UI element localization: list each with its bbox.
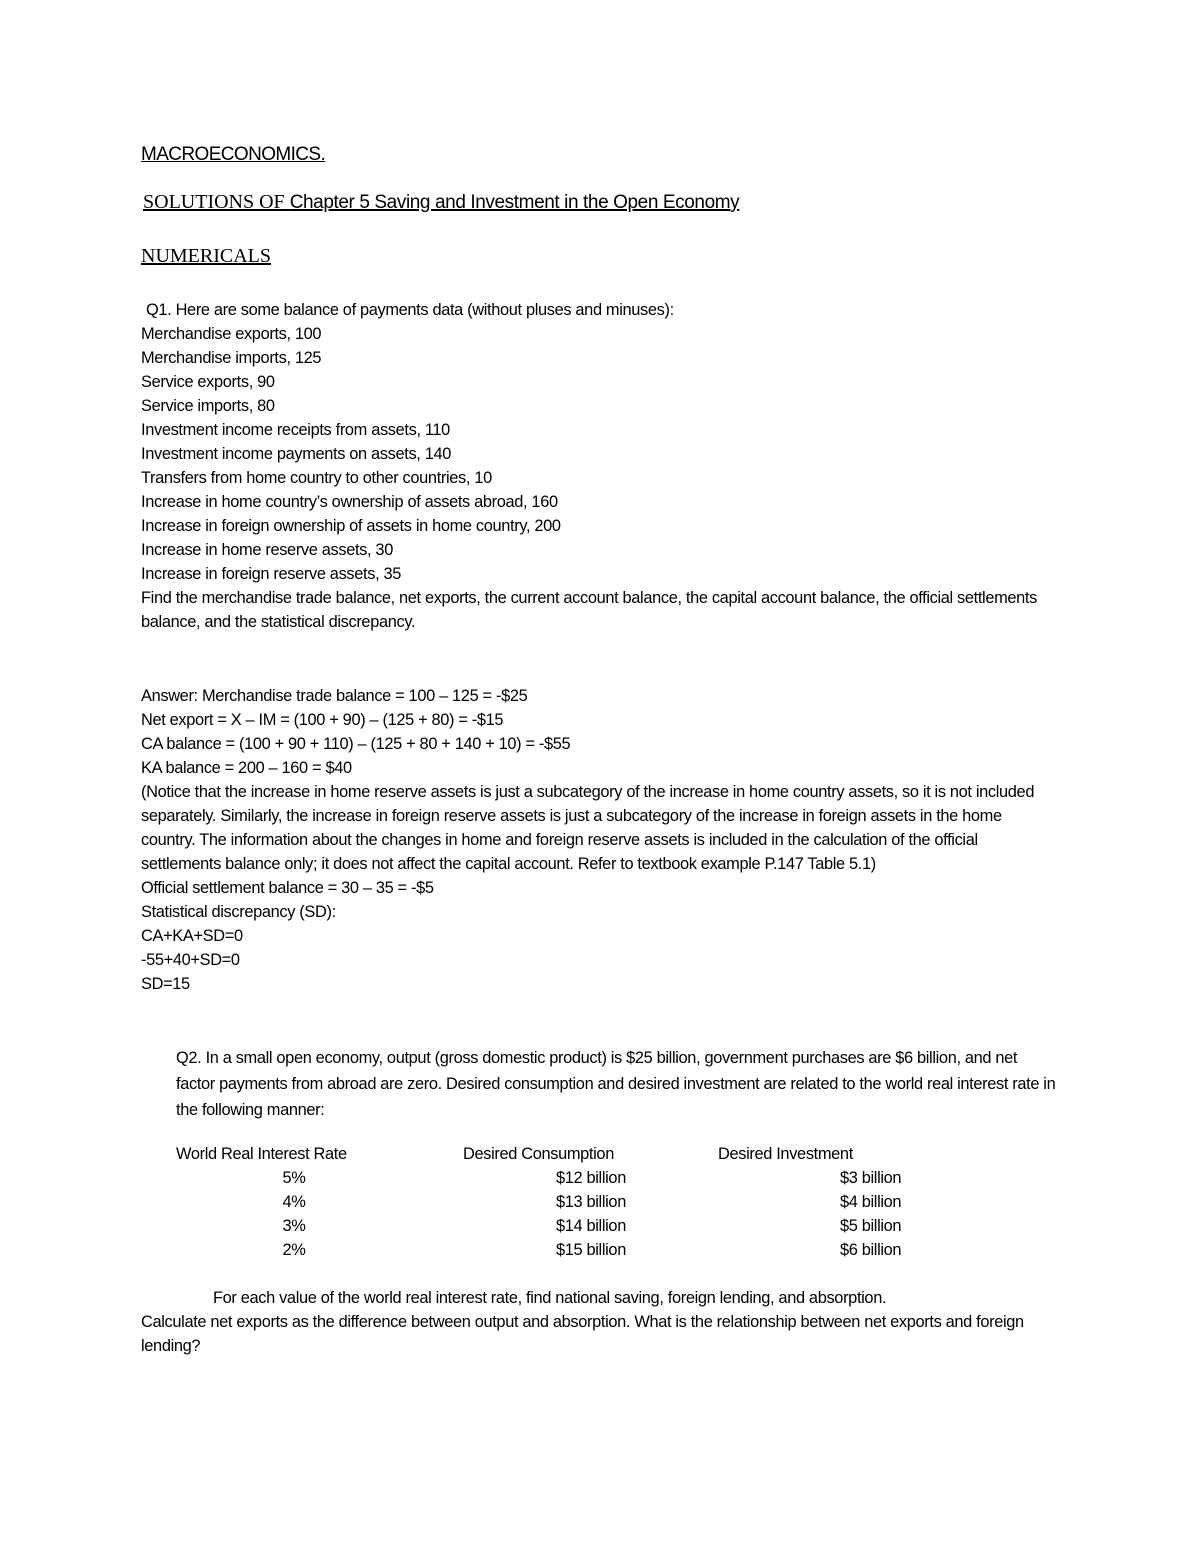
- table-cell: $3 billion: [840, 1169, 902, 1187]
- answer-line: Net export = X – IM = (100 + 90) – (125 + 80) = -$15: [141, 711, 504, 729]
- interest-rate-table: [176, 1142, 936, 1262]
- answer-line: CA balance = (100 + 90 + 110) – (125 + 80 + 140 + 10) = -$55: [141, 735, 571, 753]
- data-item: Transfers from home country to other countries, 10: [141, 469, 492, 487]
- data-item: Increase in home reserve assets, 30: [141, 541, 393, 559]
- answer-line: Statistical discrepancy (SD):: [141, 903, 336, 921]
- table-row: [176, 1166, 936, 1190]
- data-item: Investment income receipts from assets, 110: [141, 421, 450, 439]
- answer-line: Answer: Merchandise trade balance = 100 – 125 = -$25: [141, 687, 528, 705]
- column-header: Desired Investment: [718, 1145, 853, 1163]
- table-cell: 3%: [282, 1217, 306, 1235]
- data-item: Investment income payments on assets, 140: [141, 445, 451, 463]
- data-item: Increase in foreign reserve assets, 35: [141, 565, 402, 583]
- question-1-intro: Q1. Here are some balance of payments data (without pluses and minuses):: [146, 301, 674, 319]
- table-cell: $12 billion: [556, 1169, 626, 1187]
- table-cell: $15 billion: [556, 1241, 626, 1259]
- table-row: [176, 1238, 936, 1262]
- table-cell: 5%: [282, 1169, 306, 1187]
- chapter-subtitle: [143, 191, 739, 214]
- data-item: Increase in home country’s ownership of assets abroad, 160: [141, 493, 558, 511]
- table-cell: $5 billion: [840, 1217, 902, 1235]
- question-2-followup: [141, 1286, 1051, 1358]
- data-item: Increase in foreign ownership of assets in home country, 200: [141, 517, 561, 535]
- table-cell: $4 billion: [840, 1193, 902, 1211]
- followup-rest: Calculate net exports as the difference between output and absorption. What is the relationship between net exports and foreign lending?: [141, 1313, 1024, 1355]
- answer-line: CA+KA+SD=0: [141, 927, 243, 945]
- answer-line: SD=15: [141, 975, 190, 993]
- answer-1: [141, 684, 1051, 996]
- table-cell: 2%: [282, 1241, 306, 1259]
- data-item: Service exports, 90: [141, 373, 275, 391]
- answer-line: -55+40+SD=0: [141, 951, 240, 969]
- table-cell: 4%: [282, 1193, 306, 1211]
- subtitle-prefix: SOLUTIONS OF: [143, 191, 290, 213]
- table-cell: $13 billion: [556, 1193, 626, 1211]
- data-item: Merchandise imports, 125: [141, 349, 322, 367]
- data-item: Merchandise exports, 100: [141, 325, 322, 343]
- answer-line: Official settlement balance = 30 – 35 = -$5: [141, 879, 434, 897]
- question-1: [141, 298, 1051, 634]
- section-heading: NUMERICALS: [141, 245, 272, 267]
- table-cell: $14 billion: [556, 1217, 626, 1235]
- question-2: Q2. In a small open economy, output (gross domestic product) is $25 billion, government purchases are $6 billion, and net factor payments from abroad are zero. Desired consumption and desired investment are related to the world real interest rate in the following manner:: [176, 1049, 1056, 1119]
- answer-line: KA balance = 200 – 160 = $40: [141, 759, 352, 777]
- document-title: MACROECONOMICS.: [141, 144, 326, 165]
- question-1-task: Find the merchandise trade balance, net exports, the current account balance, the capital account balance, the official settlements balance, and the statistical discrepancy.: [141, 589, 1037, 631]
- table-cell: $6 billion: [840, 1241, 902, 1259]
- column-header: World Real Interest Rate: [176, 1145, 347, 1163]
- data-item: Service imports, 80: [141, 397, 275, 415]
- answer-note: (Notice that the increase in home reserve assets is just a subcategory of the increase in home country assets, so it is not included separately. Similarly, the increase in foreign reserve assets is just a subcategory of the increase in foreign assets in the home country. The information about the changes in home and foreign reserve assets is included in the calculation of the official settlements balance only; it does not affect the capital account. Refer to textbook example P.147 Table 5.1): [141, 783, 1035, 873]
- table-row: [176, 1190, 936, 1214]
- subtitle-chapter: Chapter 5 Saving and Investment in the Open Economy: [289, 192, 740, 213]
- table-header-row: [176, 1142, 936, 1166]
- column-header: Desired Consumption: [463, 1145, 614, 1163]
- followup-first: For each value of the world real interest rate, find national saving, foreign lending, and absorption.: [213, 1289, 887, 1307]
- table-row: [176, 1214, 936, 1238]
